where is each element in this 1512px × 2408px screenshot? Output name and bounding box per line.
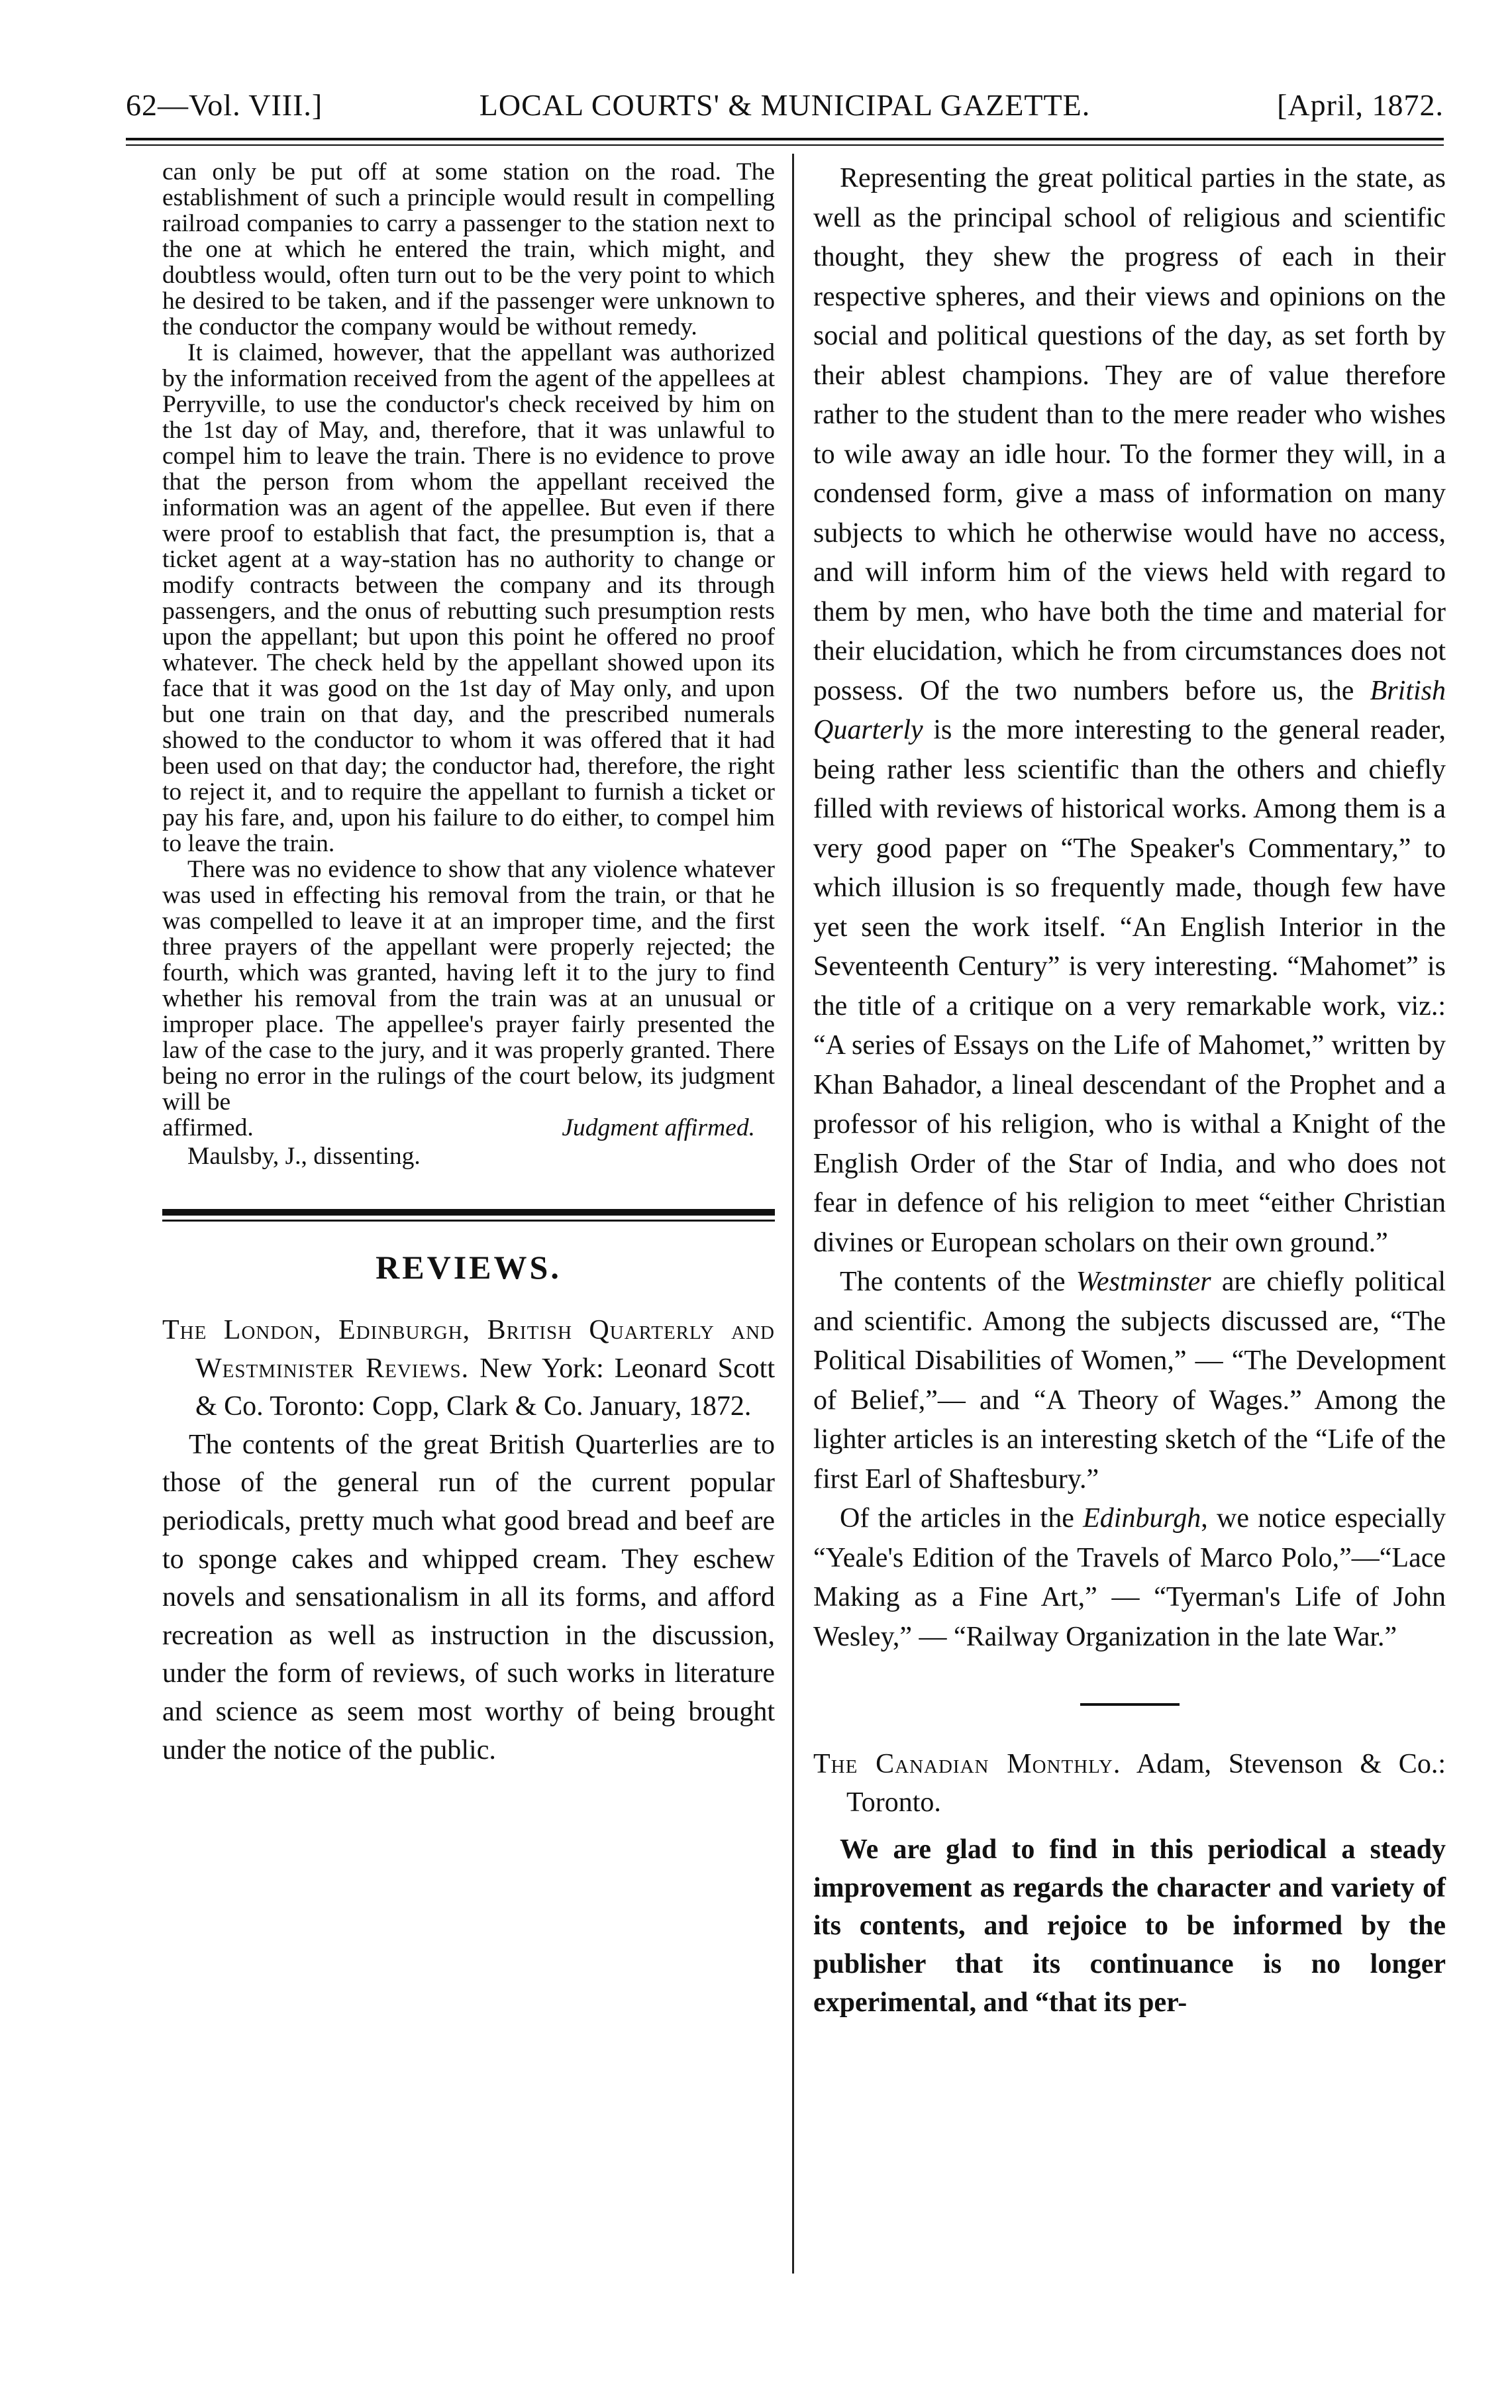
review-publisher: New York: Leonard Scott & Co. Toronto: Copp, Clark & Co. January, 1872. [195,1353,776,1422]
review-quarterlies-cont [813,159,1446,1657]
issue-date: [April, 1872. [1277,88,1444,122]
review-paragraph: We are glad to find in this periodical a steady improvement as regards the character and variety of its contents, and rejoice to be informed by the publisher that its continuance is no longer experimental, and “that its per- [813,1834,1446,2018]
case-report [162,159,775,1169]
review-canadian-monthly [813,1746,1446,2022]
judgment-affirmed: Judgment affirmed. [562,1114,755,1141]
judgment-line [162,1115,775,1141]
reviews-heading: REVIEWS. [376,1249,562,1286]
review-text: is the more interesting to the general reader, being rather less scientific than the others and chiefly filled with reviews of historical works. Among them is a very good paper on “The Speaker's Commentary,” to which illusion is so frequently made, though few have yet seen the work itself. “An English Interior in the Seventeenth Century” is very interesting. “Mahomet” is the title of a critique on a very remarkable work, viz.: “A series of Essays on the Life of Mahomet,” written by Khan Bahador, a lineal descendant of the Prophet and a professor of his religion, who is withal a Knight of the English Order of the Star of India, and who does not fear in defence of his religion to meet “either Christian divines or European scholars on their own ground.” [813,715,1446,1258]
page-header [126,87,1444,134]
review-citation [162,1312,775,1426]
journal-name: Westminster [1076,1267,1211,1297]
review-paragraph: The contents of the great British Quarterlies are to those of the general run of the current popular periodicals, pretty much what good bread and beef are to sponge cakes and whipped cream. They eschew novels and sensationalism in all its forms, and afford recreation as well as instruction in the discussion, under the form of reviews, of such works in literature and science as seem most worthy of being brought under the notice of the public. [162,1429,775,1765]
case-paragraph: can only be put off at some station on the road. The establishment of such a principle would result in compelling railroad companies to carry a passenger to the station next to the one at which he entered the train, which might, and doubtless would, often turn out to be the very point to which he desired to be taken, and if the passenger were unknown to the conductor the company would be without remedy. [162,158,775,340]
review-paragraph [813,159,1446,1263]
review-title: The London, Edinburgh, British Quarterly and Westminister Reviews. [162,1315,775,1384]
section-rule-thick [162,1209,775,1216]
right-column [813,159,1446,2022]
review-publisher: Adam, Stevenson & Co.: Toronto. [846,1749,1446,1818]
case-paragraph: There was no evidence to show that any violence whatever was used in effecting his removal from the train, or that he was compelled to leave it at an improper time, and the first three prayers of the appellant were properly rejected; the fourth, which was granted, having left it to the jury to find whether his removal from the train was at an unusual or improper place. The appellee's prayer fairly presented the law of the case to the jury, and it was properly granted. There being no error in the rulings of the court below, its judgment will be [162,856,775,1116]
review-paragraph [813,1263,1446,1499]
header-rule-bottom [126,144,1444,146]
publication-title: LOCAL COURTS' & MUNICIPAL GAZETTE. [479,88,1091,122]
review-text: are chiefly political and scientific. Among the subjects discussed are, “The Political Disabilities of Women,” — “The Development of Belief,”— and “A Theory of Wages.” Among the lighter articles is an interesting sketch of the “Life of the first Earl of Shaftesbury.” [813,1267,1446,1494]
journal-name: British Quarterly [813,675,1446,745]
review-quarterlies [162,1312,775,1769]
review-title: The Canadian Monthly. [813,1749,1121,1779]
review-paragraph [813,1499,1446,1657]
column-divider [792,154,794,2274]
review-citation [813,1746,1446,1822]
page-number-volume: 62—Vol. VIII.] [126,88,323,122]
case-paragraph: It is claimed, however, that the appellant was authorized by the information received from the agent of the appellees at Perryville, to use the conductor's check received by him on the 1st day of May, and, therefore, that it was unlawful to compel him to leave the train. There is no evidence to prove that the person from whom the appellant received the information was an agent of the appellee. But even if there were proof to establish that fact, the presumption is, that a ticket agent at a way-station has no authority to change or modify contracts between the company and its through passengers, and the onus of rebutting such presumption rests upon the appellant; but upon this point he offered no proof whatever. The check held by the appellant showed upon its face that it was good on the 1st day of May only, and upon but one train on that day, and the prescribed numerals showed to the conductor to whom it was offered that it had been used on that day; the conductor had, therefore, the right to reject it, and to require the appellant to furnish a ticket or pay his fare, and, upon his failure to do either, to compel him to leave the train. [162,339,775,857]
review-text: , we notice especially “Yeale's Edition of the Travels of Marco Polo,”—“Lace Making as a Fine Art,” — “Tyerman's Life of John Wesley,” — “Railway Organization in the late War.” [813,1503,1446,1652]
review-separator [1080,1703,1180,1706]
review-text: Representing the great political parties in the state, as well as the principal school of religious and scientific thought, they shew the progress of each in their respective spheres, and their views and opinions on the social and political questions of the day, as set forth by their ablest champions. They are of value therefore rather to the student than to the mere reader who wishes to wile away an idle hour. To the former they will, in a condensed form, give a mass of information on many subjects to which he otherwise would have no access, and will inform him of the views held with regard to them by men, who have both the time and material for their elucidation, which he from circumstances does not possess. Of the two numbers before us, the [813,163,1446,706]
header-rule-top [126,138,1444,140]
dissent-note: Maulsby, J., dissenting. [187,1143,421,1170]
left-column [162,159,775,1769]
journal-name: Edinburgh [1083,1503,1201,1534]
section-rule-thin [162,1220,775,1222]
review-text: The contents of the [840,1267,1066,1297]
review-text: Of the articles in the [840,1503,1074,1534]
affirmed-word: affirmed. [162,1114,254,1141]
